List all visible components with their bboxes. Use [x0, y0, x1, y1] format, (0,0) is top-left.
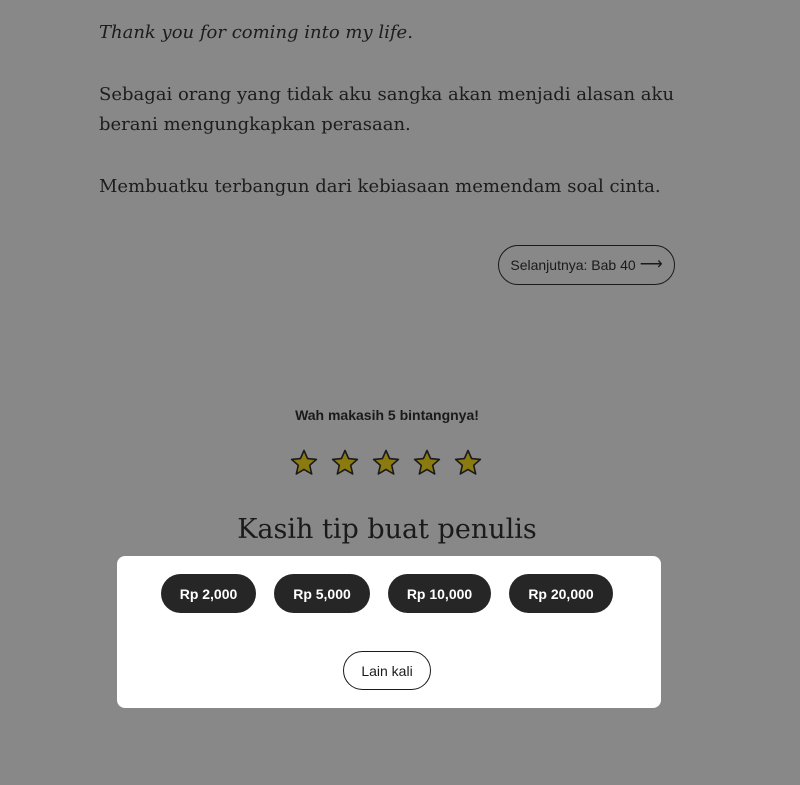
star-icon[interactable] — [289, 448, 319, 478]
story-paragraph-2: Sebagai orang yang tidak aku sangka akan menjadi alasan aku berani mengungkapkan perasaan. — [99, 84, 675, 135]
story-paragraph-1: Thank you for coming into my life. — [99, 22, 413, 43]
tip-card — [117, 556, 661, 708]
star-icon[interactable] — [330, 448, 360, 478]
next-chapter-button[interactable] — [498, 245, 675, 285]
next-chapter-label: Selanjutnya: Bab 40 — [510, 257, 636, 273]
tip-option-button[interactable]: Rp 10,000 — [388, 574, 491, 613]
star-rating — [289, 448, 483, 478]
tip-title: Kasih tip buat penulis — [237, 514, 537, 545]
star-icon[interactable] — [371, 448, 401, 478]
tip-option-button[interactable]: Rp 5,000 — [274, 574, 370, 613]
rating-message: Wah makasih 5 bintangnya! — [295, 407, 479, 423]
arrow-right-icon: ⟶ — [639, 256, 663, 273]
story-paragraph-3: Membuatku terbangun dari kebiasaan memendam soal cinta. — [99, 176, 661, 197]
star-icon[interactable] — [453, 448, 483, 478]
later-button[interactable]: Lain kali — [343, 651, 431, 690]
tip-option-button[interactable]: Rp 20,000 — [509, 574, 613, 613]
tip-option-button[interactable]: Rp 2,000 — [161, 574, 256, 613]
star-icon[interactable] — [412, 448, 442, 478]
tip-options — [117, 574, 661, 613]
